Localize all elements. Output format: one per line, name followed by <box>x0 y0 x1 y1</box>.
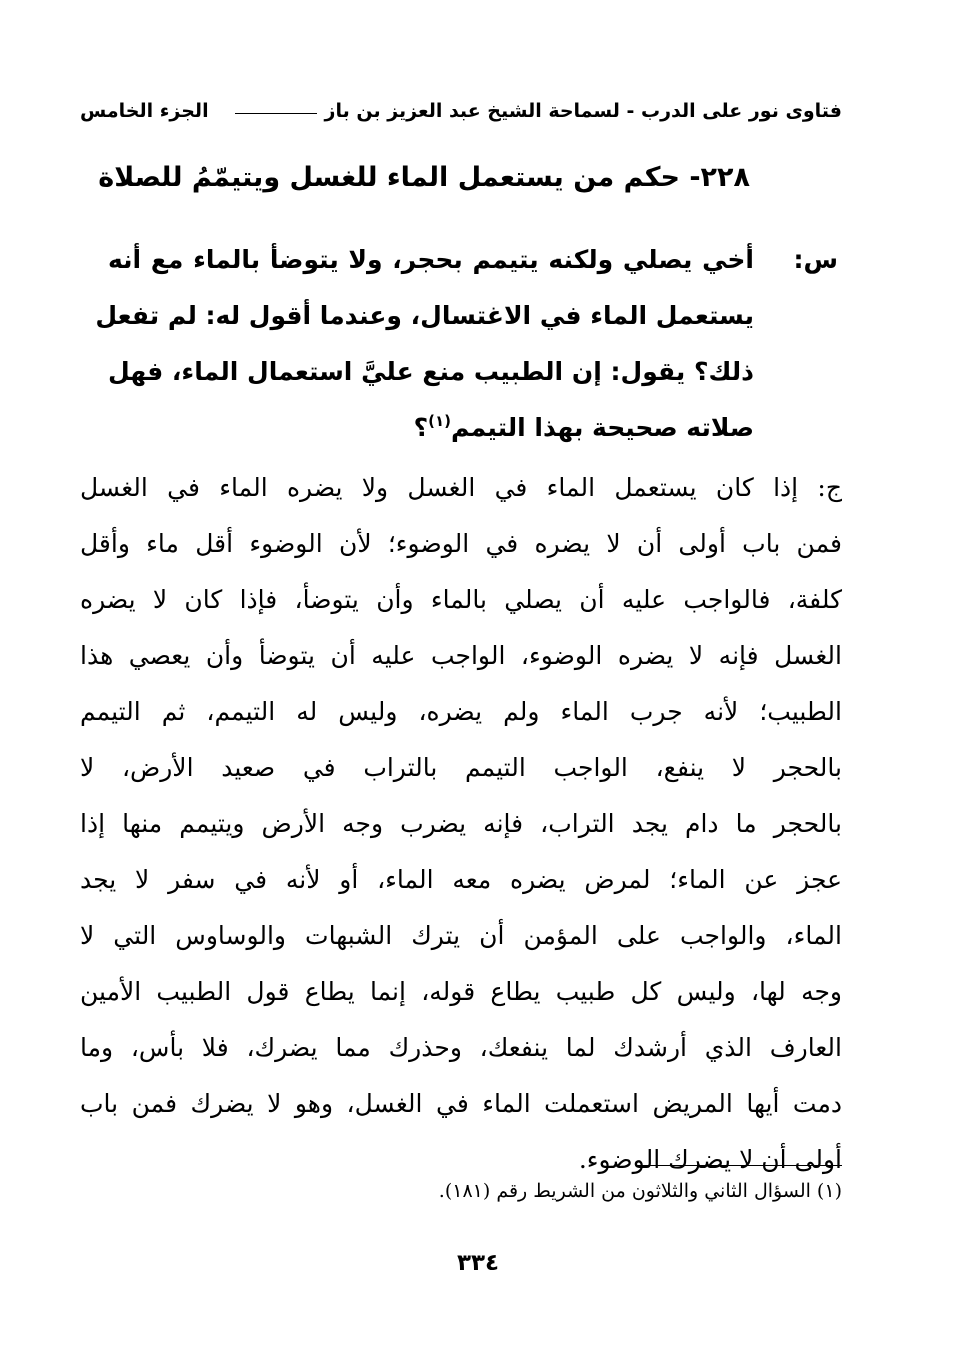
question-line: أخي يصلي ولكنه يتيمم بحجر، ولا يتوضأ بالماء مع أنه <box>108 245 754 274</box>
book-title: فتاوى نور على الدرب - لسماحة الشيخ عبد العزيز بن باز <box>324 100 842 122</box>
page-number: ٣٣٤ <box>456 1250 500 1276</box>
question-line: يستعمل الماء في الاغتسال، وعندما أقول له: لم تفعل <box>95 301 754 330</box>
answer-line: دمت أيها المريض استعملت الماء في الغسل، وهو لا يضرك فمن باب <box>80 1089 842 1118</box>
answer-line: العارف الذي أرشدك لما ينفعك، وحذرك مما يضرك، فلا بأس، وما <box>80 1033 842 1062</box>
answer-line: الغسل فإنه لا يضره الوضوء، الواجب عليه أن يتوضأ وأن يعصي هذا <box>80 641 842 670</box>
footnote-divider <box>636 1165 842 1166</box>
question-line-last <box>108 400 754 456</box>
answer-line: بالحجر لا ينفع، الواجب التيمم بالتراب في صعيد الأرض، لا <box>80 753 842 782</box>
header-rule <box>235 113 317 114</box>
running-header <box>80 94 842 128</box>
answer-line: بالحجر ما دام يجد التراب، فإنه يضرب وجه الأرض ويتيمم منها إذا <box>80 809 842 838</box>
question-line-text: صلاته صحيحة بهذا التيمم <box>451 413 754 442</box>
answer-line: كلفة، فالواجب عليه أن يصلي بالماء وأن يتوضأ، فإذا كان لا يضره <box>80 585 842 614</box>
answer-line: فمن باب أولى أن لا يضره في الوضوء؛ لأن الوضوء أقل ماء وأقل <box>80 529 842 558</box>
question-end-mark: ؟ <box>413 413 429 442</box>
question-marker: س: <box>793 245 838 274</box>
volume-label: الجزء الخامس <box>80 100 209 122</box>
answer-line: الطبيب؛ لأنه جرب الماء ولم يضره، وليس له التيمم، ثم التيمم <box>80 697 842 726</box>
question-line: ذلك؟ يقول: إن الطبيب منع عليَّ استعمال الماء، فهل <box>108 357 754 386</box>
answer-line: عجز عن الماء؛ لمرض يضره معه الماء، أو لأنه في سفر لا يجد <box>80 865 842 894</box>
answer-line: الماء، والواجب على المؤمن أن يترك الشبهات والوساوس التي لا <box>80 921 842 950</box>
answer-line: وجه لها، وليس كل طبيب يطاع قوله، إنما يطاع قول الطبيب الأمين <box>80 977 842 1006</box>
fatwa-heading: ٢٢٨- حكم من يستعمل الماء للغسل ويتيمّمُ للصلاة <box>98 162 750 193</box>
footnote-reference: (١) <box>428 412 451 430</box>
answer-line: ج: إذا كان يستعمل الماء في الغسل ولا يضره الماء في الغسل <box>80 473 842 502</box>
answer-line: أولى أن لا يضرك الوضوء. <box>578 1145 842 1174</box>
footnote: (١) السؤال الثاني والثلاثون من الشريط رقم (١٨١). <box>438 1180 842 1202</box>
